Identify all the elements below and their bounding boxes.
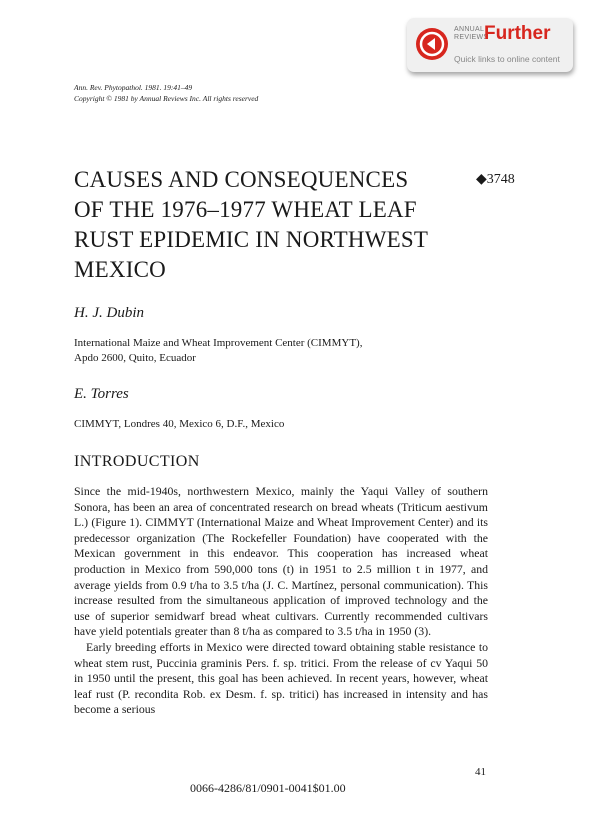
page-number: 41 [475,766,486,778]
affiliation-line: CIMMYT, Londres 40, Mexico 6, D.F., Mexico [74,418,285,430]
affiliation-line: Apdo 2600, Quito, Ecuador [74,352,196,364]
paragraph: Since the mid-1940s, northwestern Mexico, mainly the Yaqui Valley of southern Sonora, has been an area of concentrated research on bread wheats (Triticum aestivum L.) (Figure 1). CIMMYT (International Maize and Wheat Improvement Center) and its predecessor organization (The Rockefeller Foundation) have cooperated with the Mexican government in this endeavor. This cooperation has increased wheat production in Mexico from 590,000 tons (t) in 1951 to 2.5 million t in 1977, and average yields from 0.9 t/ha to 3.5 t/ha (J. C. Martínez, personal communication). This increase resulted from the simultaneous application of improved technology and the use of superior semidwarf bread wheat cultivars. Currently recommended cultivars have yield potentials greater than 8 t/ha as compared to 3.5 t/ha in 1950 (3). [74,484,488,639]
badge-further[interactable]: Further [484,23,551,44]
author-name: E. Torres [74,386,129,402]
citation-copyright: Copyright © 1981 by Annual Reviews Inc. All rights reserved [74,94,259,103]
badge-annual: ANNUAL [454,26,485,33]
citation-journal: Ann. Rev. Phytopathol. 1981. 19:41–49 [74,83,193,92]
title-line: OF THE 1976–1977 WHEAT LEAF [74,197,417,222]
author-affiliation [74,336,362,366]
footer-code: 0066-4286/81/0901-0041$01.00 [190,781,346,795]
citation [74,82,258,104]
body-text [74,484,488,718]
title-line: MEXICO [74,257,166,282]
author-affiliation [74,417,284,432]
paragraph: Early breeding efforts in Mexico were directed toward obtaining stable resistance to wheat stem rust, Puccinia graminis Pers. f. sp. tritici. From the release of cv Yaqui 50 in 1950 until the present, this goal has been achieved. In recent years, however, wheat leaf rust (P. recondita Rob. ex Desm. f. sp. tritici) has increased in intensity and has become a serious [74,639,488,717]
article-title [74,165,454,285]
badge-reviews: REVIEWS [454,34,489,41]
title-line: CAUSES AND CONSEQUENCES [74,167,409,192]
play-icon [416,28,448,60]
badge-subtitle: Quick links to online content [454,54,560,64]
article-code: ◆3748 [476,172,515,187]
title-line: RUST EPIDEMIC IN NORTHWEST [74,227,429,252]
author-name: H. J. Dubin [74,305,144,321]
further-badge[interactable] [407,18,573,72]
section-heading: INTRODUCTION [74,453,200,470]
affiliation-line: International Maize and Wheat Improvement Center (CIMMYT), [74,337,363,349]
